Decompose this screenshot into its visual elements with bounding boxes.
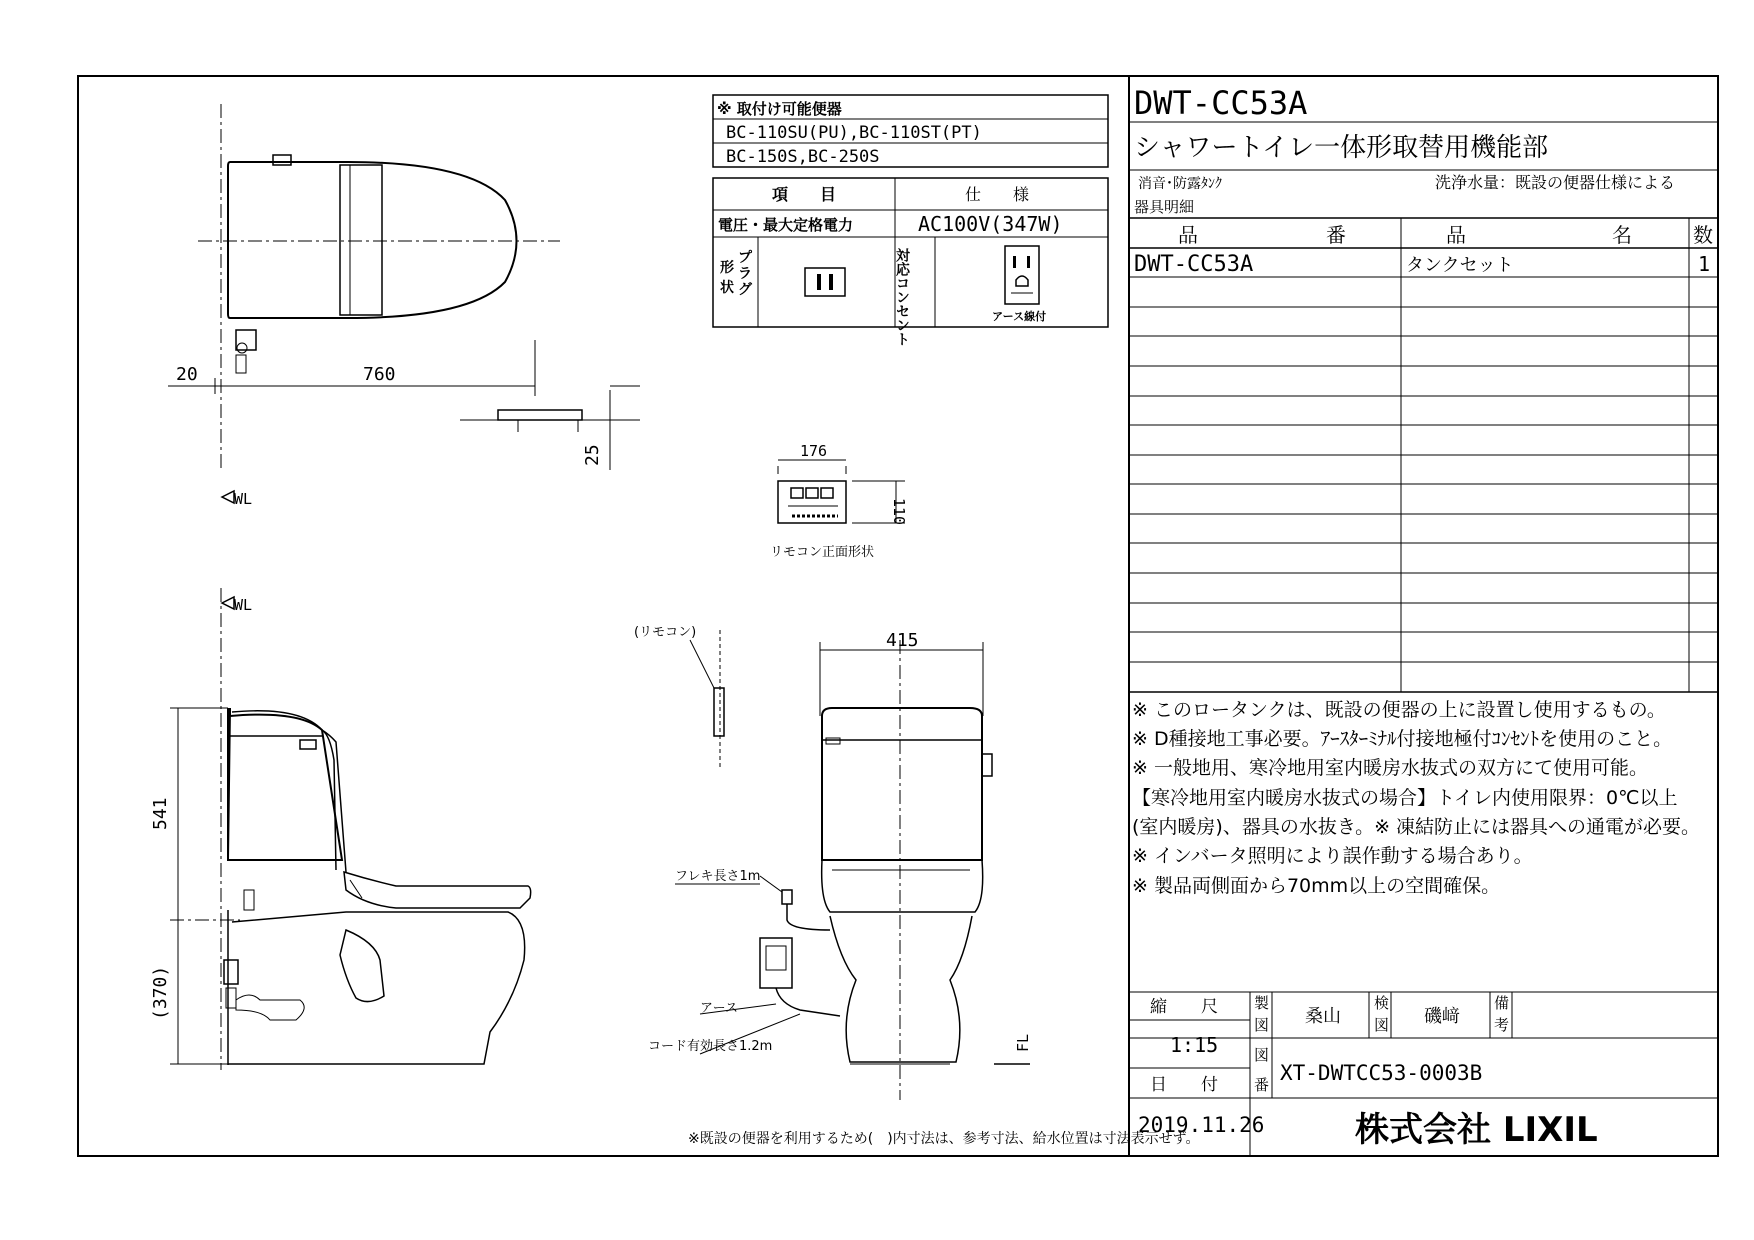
earth-label-fv: アース bbox=[700, 1001, 738, 1016]
checker-label-a: 検 bbox=[1374, 994, 1390, 1012]
footnote: ※既設の便器を利用するため( )内寸法は、参考寸法、給水位置は寸法表示せず。 bbox=[688, 1131, 1200, 1147]
row-qty: 1 bbox=[1698, 252, 1711, 276]
fl-label: FL bbox=[1014, 1033, 1032, 1052]
row-name: タンクセット bbox=[1406, 255, 1514, 276]
plug-label-b: 状 bbox=[720, 280, 734, 296]
note-7: ※ 製品両側面から70mm以上の空間確保。 bbox=[1132, 875, 1501, 897]
company-logo: 株式会社 LIXIL bbox=[1355, 1110, 1598, 1150]
sheet-frame bbox=[78, 76, 1718, 1156]
dim-176: 176 bbox=[800, 442, 828, 460]
spec-col-spec: 仕 様 bbox=[965, 185, 1030, 204]
tank-feature: 消音･防露ﾀﾝｸ bbox=[1138, 176, 1222, 192]
side-view bbox=[150, 588, 531, 1070]
header-name-a: 品 bbox=[1446, 223, 1466, 247]
remarks-label-a: 備 bbox=[1494, 994, 1510, 1012]
outlet-icon bbox=[1005, 246, 1039, 304]
wl-top: WL bbox=[234, 490, 253, 508]
notes bbox=[1132, 699, 1700, 897]
plug-shape-icon bbox=[805, 268, 845, 296]
note-3: ※ 一般地用、寒冷地用室内暖房水抜式の双方にて使用可能。 bbox=[1132, 757, 1648, 779]
approval-grid bbox=[1129, 992, 1718, 1156]
note-6: ※ インバータ照明により誤作動する場合あり。 bbox=[1132, 845, 1533, 867]
header-qty: 数 bbox=[1693, 223, 1713, 247]
plug-label-c: プ bbox=[738, 250, 752, 266]
plug-label-d: ラ bbox=[738, 266, 752, 282]
product-name: シャワートイレ一体形取替用機能部 bbox=[1134, 133, 1549, 163]
dim-541: 541 bbox=[150, 797, 171, 830]
parts-list-label: 器具明細 bbox=[1134, 198, 1195, 216]
remarks-label-b: 考 bbox=[1494, 1016, 1510, 1034]
remote-caption: リモコン正面形状 bbox=[770, 545, 875, 560]
outlet-label: 対応コンセント bbox=[894, 248, 910, 346]
dim-760: 760 bbox=[363, 364, 396, 385]
date-label: 日 付 bbox=[1150, 1075, 1218, 1095]
plug-label-e: グ bbox=[738, 282, 752, 298]
note-2: ※ D種接地工事必要。ｱｰｽﾀｰﾐﾅﾙ付接地極付ｺﾝｾﾝﾄを使用のこと。 bbox=[1132, 728, 1673, 750]
power-label: 電圧・最大定格電力 bbox=[718, 216, 854, 234]
drawing-no-label-a: 図 bbox=[1254, 1046, 1270, 1064]
checker-name: 磯﨑 bbox=[1424, 1006, 1460, 1027]
drafter-name: 桑山 bbox=[1305, 1006, 1341, 1027]
power-value: AC100V(347W) bbox=[918, 212, 1063, 236]
scale-label: 縮 尺 bbox=[1150, 997, 1218, 1017]
plug-label-a: 形 bbox=[720, 260, 734, 276]
checker-label-b: 図 bbox=[1374, 1016, 1390, 1034]
drafter-label-a: 製 bbox=[1254, 994, 1270, 1012]
header-name-b: 名 bbox=[1612, 223, 1632, 247]
note-4: 【寒冷地用室内暖房水抜式の場合】トイレ内使用限界：0℃以上 bbox=[1132, 787, 1678, 809]
parts-list-table bbox=[1129, 218, 1718, 692]
dim-110: 110 bbox=[890, 498, 908, 526]
model-number: DWT-CC53A bbox=[1134, 84, 1308, 122]
note-1: ※ このロータンクは、既設の便器の上に設置し使用するもの。 bbox=[1132, 699, 1666, 721]
scale-value: 1:15 bbox=[1170, 1033, 1219, 1057]
earth-label: アース線付 bbox=[992, 310, 1047, 323]
dim-415: 415 bbox=[886, 630, 919, 651]
dim-20: 20 bbox=[176, 364, 198, 385]
remote-label: (リモコン) bbox=[634, 625, 697, 640]
seat-outline bbox=[228, 162, 517, 318]
compat-header: ※ 取付け可能便器 bbox=[717, 100, 842, 118]
drafter-label-b: 図 bbox=[1254, 1016, 1270, 1034]
dim-25: 25 bbox=[582, 444, 603, 466]
drawing-no-label-b: 番 bbox=[1254, 1076, 1270, 1094]
front-view bbox=[634, 625, 1032, 1100]
compat-line-1: BC-110SU(PU),BC-110ST(PT) bbox=[726, 123, 982, 143]
drawing-number: XT-DWTCC53-0003B bbox=[1280, 1061, 1483, 1085]
title-block bbox=[1129, 84, 1718, 1156]
dim-370: (370) bbox=[150, 965, 171, 1020]
remote-control-front bbox=[770, 442, 908, 560]
compatible-bowls-box bbox=[713, 95, 1108, 167]
spec-col-item: 項 目 bbox=[772, 185, 837, 204]
compat-line-2: BC-150S,BC-250S bbox=[726, 147, 880, 167]
cord-label: コード有効長さ1.2m bbox=[648, 1039, 773, 1054]
header-part-no-b: 番 bbox=[1326, 223, 1346, 247]
wl-side: WL bbox=[234, 596, 253, 614]
spec-table bbox=[713, 178, 1108, 346]
water-volume: 洗浄水量：既設の便器仕様による bbox=[1435, 173, 1676, 192]
row-part-no: DWT-CC53A bbox=[1134, 252, 1254, 277]
date-value: 2019.11.26 bbox=[1138, 1113, 1265, 1137]
flex-hose-label: フレキ長さ1m bbox=[675, 869, 761, 884]
top-view bbox=[168, 104, 640, 508]
note-5: (室内暖房)、器具の水抜き。※ 凍結防止には器具への通電が必要。 bbox=[1132, 816, 1701, 838]
header-part-no-a: 品 bbox=[1178, 223, 1198, 247]
